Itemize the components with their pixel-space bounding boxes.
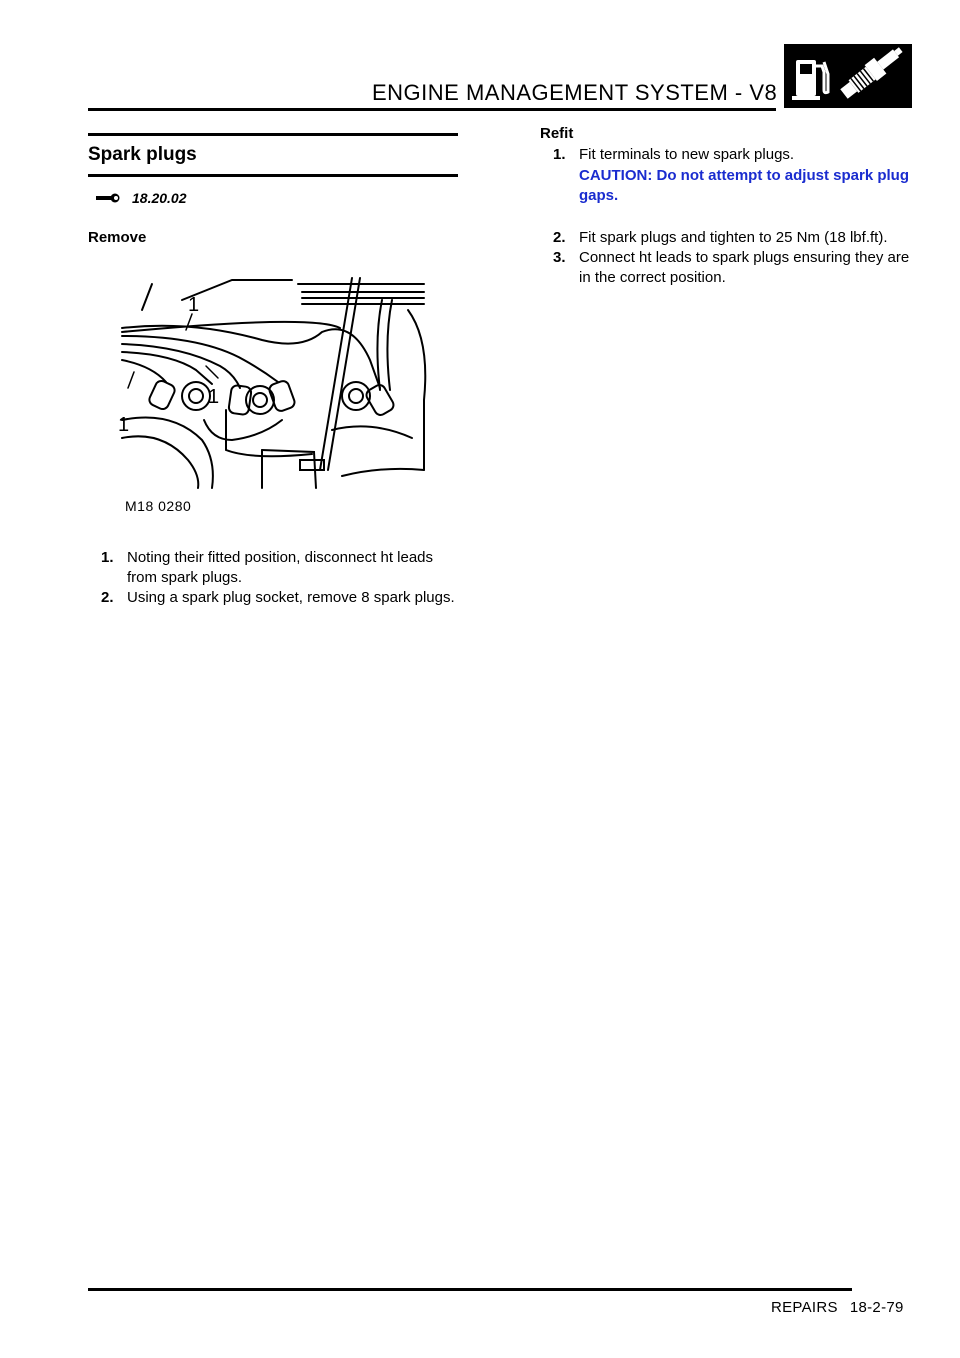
section-rule-bottom [88, 174, 458, 177]
step-number: 3. [553, 249, 566, 266]
fuel-pump-and-spark-plug-icon [784, 44, 912, 108]
footer-rule [88, 1288, 852, 1291]
operation-code: 18.20.02 [132, 190, 187, 206]
callout-label: 1 [188, 294, 200, 316]
list-item [101, 588, 461, 608]
page-number: 18-2-79 [849, 1299, 904, 1316]
figure-caption: M18 0280 [125, 498, 192, 514]
step-text: Fit spark plugs and tighten to 25 Nm (18 lbf.ft). [579, 229, 888, 246]
step-number: 1. [553, 146, 566, 163]
step-text: Using a spark plug socket, remove 8 spark plugs. [127, 589, 455, 606]
refit-steps-rest [553, 228, 923, 288]
refit-steps-first [553, 145, 923, 165]
step-text: Fit terminals to new spark plugs. [579, 146, 795, 163]
callout-label: 1 [208, 386, 220, 408]
remove-heading: Remove [88, 229, 147, 246]
section-title: Spark plugs [88, 144, 197, 165]
step-text: Noting their fitted position, disconnect ht leads from spark plugs. [127, 549, 434, 586]
list-item [101, 548, 461, 588]
caution-note: CAUTION: Do not attempt to adjust spark plug gaps. [579, 167, 909, 204]
list-item [553, 228, 923, 248]
step-number: 2. [553, 229, 566, 246]
header-rule [88, 108, 776, 111]
section-rule-top [88, 133, 458, 136]
callout-label: 1 [118, 414, 130, 436]
step-number: 2. [101, 589, 114, 606]
refit-heading: Refit [540, 125, 574, 142]
list-item [553, 248, 923, 288]
step-number: 1. [101, 549, 114, 566]
remove-steps [101, 548, 461, 608]
wrench-icon [96, 192, 120, 204]
engine-spark-plug-illustration [112, 270, 434, 520]
list-item [553, 145, 923, 165]
page-header-title: ENGINE MANAGEMENT SYSTEM - V8 [372, 80, 778, 105]
operation-code-row [96, 190, 187, 206]
footer-section: REPAIRS [771, 1299, 838, 1316]
footer [771, 1299, 904, 1316]
step-text: Connect ht leads to spark plugs ensuring they are in the correct position. [579, 249, 910, 286]
